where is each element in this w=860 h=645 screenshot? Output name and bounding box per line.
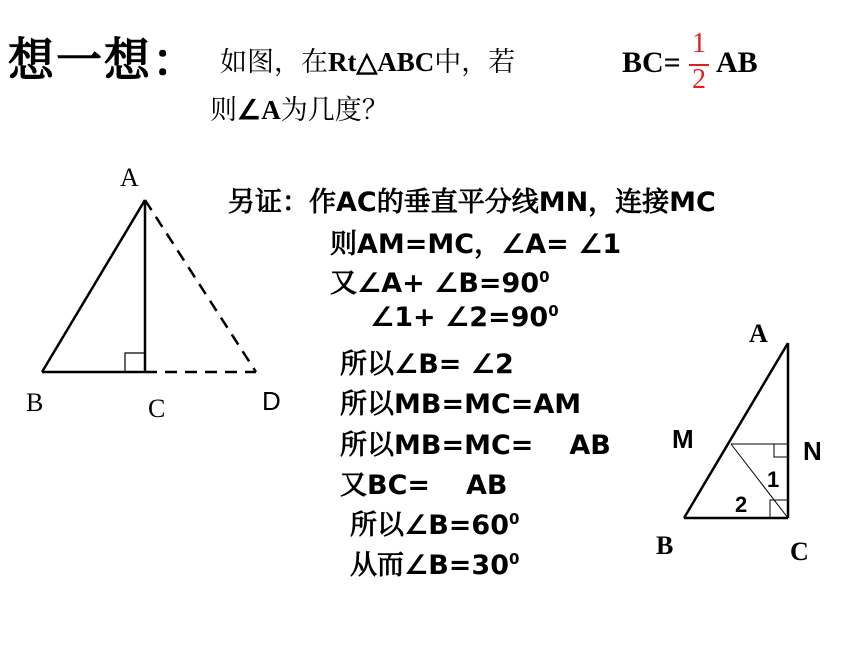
left-label-b: B [26,388,44,417]
proof-line-10 [350,543,519,582]
right-label-n: N [803,436,822,466]
question2-suffix: 为几度？ [280,95,389,126]
left-right-angle-mark [125,353,145,372]
question2-angle: ∠A [237,95,281,125]
proof-line-9-text: 所以∠B=60 [350,510,509,541]
right-label-c: C [790,537,809,566]
proof-line-8 [340,463,508,502]
left-label-a: A [120,163,139,192]
proof-line-4 [370,302,559,333]
proof-line-4-text: ∠1+ ∠2=90 [370,302,549,333]
proof-line-9-degree: 0 [508,510,520,528]
formula-right: AB [716,46,758,79]
left-label-c: C [148,394,166,423]
proof-line-9 [350,503,519,542]
question-suffix: 中，若 [434,47,516,78]
page-title: 想一想： [8,33,200,87]
proof-line-7-b: AB [569,430,611,461]
proof-line-6: 所以MB=MC=AM [340,389,582,420]
question-prefix: 如图，在 [220,47,328,78]
question-triangle: Rt△ABC [328,47,435,77]
left-dashed-ad [145,200,256,372]
right-label-angle1: 1 [767,467,780,492]
proof-line-5: 所以∠B= ∠2 [340,349,514,380]
left-figure [42,200,256,372]
right-label-angle2: 2 [735,492,748,517]
proof-line-7 [340,423,611,462]
formula-denominator: 2 [692,64,706,95]
right-label-b: B [656,531,674,560]
proof-line-4-degree: 0 [548,302,559,320]
right-angle-mark-n [774,444,788,457]
left-label-d: D [262,386,281,416]
proof-line-3-text: 又∠A+ ∠B=90 [330,268,540,299]
proof-line-8-a: 又BC= [340,470,431,501]
formula-left: BC= [622,46,681,79]
proof-line-2: 则AM=MC，∠A= ∠1 [330,229,622,260]
right-label-a: A [749,319,768,348]
proof-line-3 [330,261,550,300]
formula-numerator: 1 [692,28,706,59]
proof-line-7-a: 所以MB=MC= [340,430,534,461]
left-side-ab [42,200,145,372]
proof-line-8-b: AB [466,470,508,501]
question2-prefix: 则 [210,95,237,126]
right-label-m: M [672,424,694,454]
proof-line-3-degree: 0 [539,268,550,286]
proof-line-10-text: 从而∠B=30 [350,550,509,581]
proof-line-1: 另证：作AC的垂直平分线MN，连接MC [228,187,716,218]
proof-line-10-degree: 0 [508,550,520,568]
